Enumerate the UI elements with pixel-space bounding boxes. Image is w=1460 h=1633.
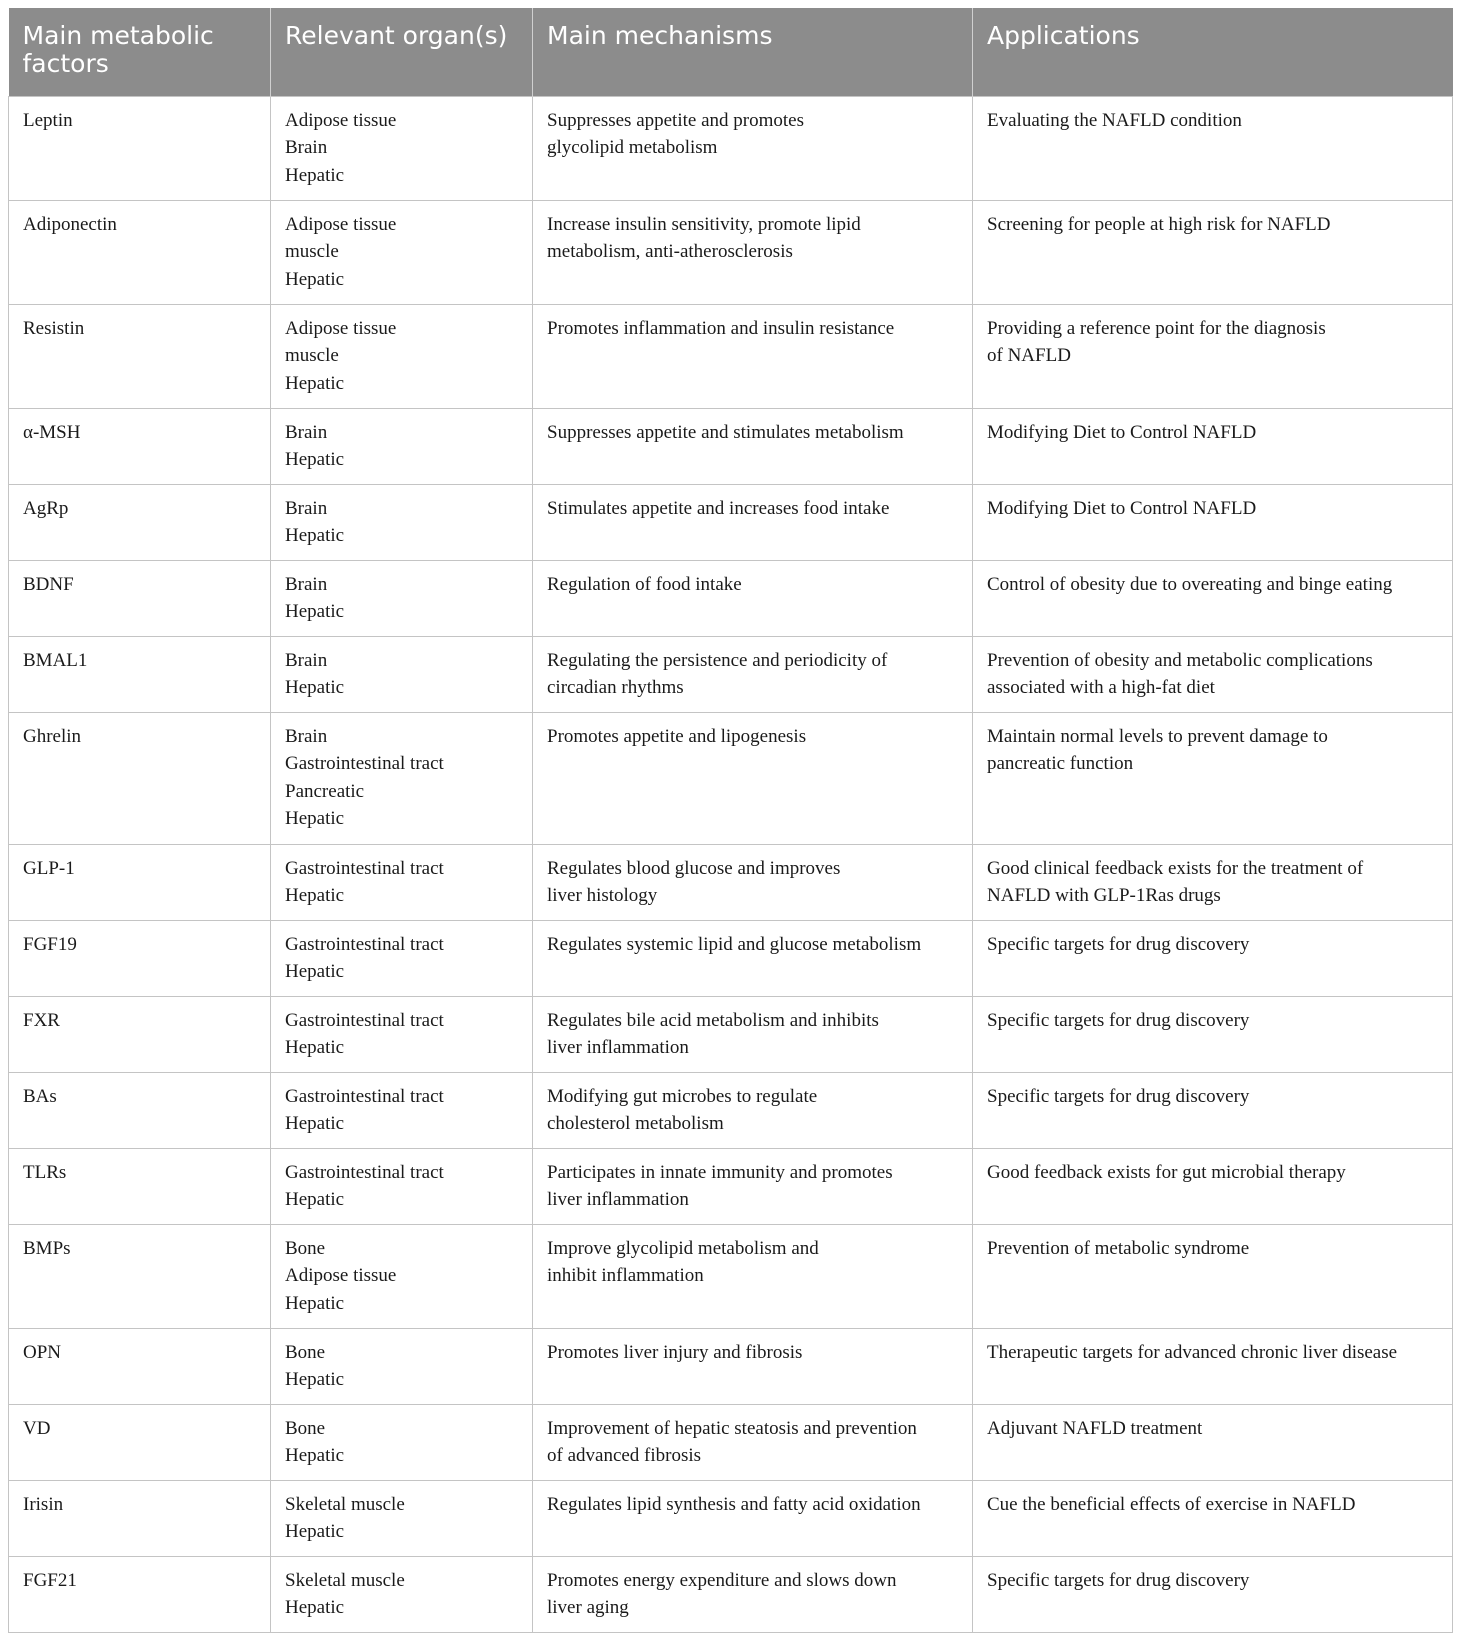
organs-cell [271,920,533,996]
organs-cell [271,844,533,920]
organs-cell [271,996,533,1072]
table-body [9,96,1453,1632]
application-cell [973,1224,1453,1328]
application-cell [973,1480,1453,1556]
mechanism-cell [533,304,973,408]
mechanism-cell-line: Suppresses appetite and stimulates metabolism [547,421,904,443]
header-row [9,8,1453,96]
factor-cell: BAs [9,1072,271,1148]
application-cell-line: Specific targets for drug discovery [987,1009,1250,1031]
table-row [9,1404,1453,1480]
mechanism-cell [533,920,973,996]
mechanism-cell-line: Regulates blood glucose and improves [547,857,841,879]
mechanism-cell-line: inhibit inflammation [547,1265,704,1286]
organs-cell [271,1556,533,1632]
factor-cell: Irisin [9,1480,271,1556]
organs-cell [271,560,533,636]
organs-cell-line: Gastrointestinal tract [285,1009,444,1031]
factor-cell: BDNF [9,560,271,636]
organs-cell [271,1480,533,1556]
organs-cell-line: Brain [285,573,328,595]
mechanism-cell [533,1148,973,1224]
organs-cell-line: Adipose tissue [285,1265,397,1286]
factor-cell: Resistin [9,304,271,408]
mechanism-cell-line: Modifying gut microbes to regulate [547,1085,818,1107]
factor-cell: AgRp [9,484,271,560]
table-row [9,1328,1453,1404]
organs-cell [271,712,533,844]
application-cell [973,1072,1453,1148]
organs-cell-line: Hepatic [285,449,345,470]
mechanism-cell-line: liver aging [547,1597,629,1618]
organs-cell [271,96,533,200]
mechanism-cell [533,996,973,1072]
mechanism-cell [533,560,973,636]
application-cell-line: Maintain normal levels to prevent damage to [987,725,1328,747]
organs-cell-line: Brain [285,725,328,747]
organs-cell [271,408,533,484]
mechanism-cell-line: of advanced fibrosis [547,1445,702,1466]
application-cell-line: Screening for people at high risk for NAFLD [987,213,1331,235]
mechanism-cell-line: Regulates bile acid metabolism and inhibits [547,1009,879,1031]
header-applications: Applications [973,8,1453,96]
factor-cell: BMAL1 [9,636,271,712]
application-cell [973,1328,1453,1404]
application-cell-line: Control of obesity due to overeating and binge eating [987,573,1393,595]
table-row [9,1556,1453,1632]
organs-cell-line: Hepatic [285,1037,345,1058]
table-row [9,1224,1453,1328]
organs-cell-line: Hepatic [285,1189,345,1210]
mechanism-cell [533,408,973,484]
organs-cell-line: muscle [285,241,339,262]
application-cell-line: pancreatic function [987,753,1134,774]
application-cell [973,1148,1453,1224]
factor-cell: OPN [9,1328,271,1404]
organs-cell [271,304,533,408]
organs-cell [271,200,533,304]
organs-cell-line: Skeletal muscle [285,1493,405,1515]
application-cell-line: Prevention of obesity and metabolic complications [987,649,1373,671]
application-cell-line: Providing a reference point for the diagnosis [987,317,1326,339]
table-row [9,920,1453,996]
application-cell-line: associated with a high-fat diet [987,677,1215,698]
application-cell-line: Specific targets for drug discovery [987,1569,1250,1591]
organs-cell [271,636,533,712]
organs-cell-line: Bone [285,1417,326,1439]
table-row [9,844,1453,920]
mechanism-cell [533,484,973,560]
organs-cell-line: Gastrointestinal tract [285,1161,444,1183]
factor-cell: TLRs [9,1148,271,1224]
mechanism-cell [533,1328,973,1404]
organs-cell-line: Gastrointestinal tract [285,933,444,955]
mechanism-cell [533,712,973,844]
application-cell-line: Modifying Diet to Control NAFLD [987,421,1257,443]
organs-cell-line: Gastrointestinal tract [285,857,444,879]
mechanism-cell-line: Suppresses appetite and promotes [547,109,804,131]
table-row [9,1148,1453,1224]
header-relevant-organs: Relevant organ(s) [271,8,533,96]
mechanism-cell [533,1224,973,1328]
application-cell [973,200,1453,304]
application-cell [973,408,1453,484]
organs-cell-line: Hepatic [285,372,345,394]
organs-cell-line: Hepatic [285,1113,345,1134]
application-cell-line: Cue the beneficial effects of exercise in NAFLD [987,1493,1356,1515]
header-main-mechanisms: Main mechanisms [533,8,973,96]
application-cell [973,712,1453,844]
mechanism-cell [533,200,973,304]
table-row [9,636,1453,712]
mechanism-cell [533,1556,973,1632]
organs-cell-line: Bone [285,1237,326,1259]
factor-cell: FGF19 [9,920,271,996]
mechanism-cell-line: Promotes appetite and lipogenesis [547,725,807,747]
application-cell [973,560,1453,636]
application-cell [973,996,1453,1072]
application-cell [973,96,1453,200]
mechanism-cell [533,844,973,920]
application-cell-line: Specific targets for drug discovery [987,933,1250,955]
factor-cell: Adiponectin [9,200,271,304]
organs-cell [271,1404,533,1480]
mechanism-cell-line: Promotes energy expenditure and slows down [547,1569,897,1591]
organs-cell-line: Hepatic [285,1597,345,1618]
table-row [9,200,1453,304]
mechanism-cell [533,1480,973,1556]
organs-cell [271,484,533,560]
organs-cell-line: Hepatic [285,1521,345,1542]
factor-cell: FGF21 [9,1556,271,1632]
mechanism-cell [533,1072,973,1148]
organs-cell-line: muscle [285,345,339,366]
mechanism-cell [533,636,973,712]
mechanism-cell-line: metabolism, anti-atherosclerosis [547,241,793,262]
organs-cell [271,1328,533,1404]
application-cell-line: Therapeutic targets for advanced chronic liver disease [987,1341,1398,1363]
table-row [9,484,1453,560]
mechanism-cell-line: Promotes inflammation and insulin resistance [547,317,895,339]
application-cell-line: Adjuvant NAFLD treatment [987,1417,1203,1439]
mechanism-cell-line: liver inflammation [547,1189,689,1210]
mechanism-cell-line: liver inflammation [547,1037,689,1058]
organs-cell-line: Hepatic [285,677,345,698]
organs-cell-line: Adipose tissue [285,213,397,235]
application-cell [973,920,1453,996]
organs-cell-line: Hepatic [285,164,345,186]
application-cell [973,1556,1453,1632]
organs-cell-line: Skeletal muscle [285,1569,405,1591]
table-row [9,96,1453,200]
mechanism-cell-line: Increase insulin sensitivity, promote lipid [547,213,861,235]
organs-cell [271,1072,533,1148]
organs-cell-line: Brain [285,137,328,158]
application-cell-line: of NAFLD [987,345,1071,366]
organs-cell-line: Hepatic [285,961,345,982]
header-main-metabolic-factors: Main metabolic factors [9,8,271,96]
mechanism-cell-line: Improvement of hepatic steatosis and prevention [547,1417,917,1439]
mechanism-cell-line: liver histology [547,885,658,906]
application-cell-line: Modifying Diet to Control NAFLD [987,497,1257,519]
table-row [9,560,1453,636]
organs-cell-line: Adipose tissue [285,317,397,339]
application-cell [973,484,1453,560]
organs-cell-line: Hepatic [285,525,345,546]
application-cell [973,304,1453,408]
factor-cell: GLP-1 [9,844,271,920]
factor-cell: α-MSH [9,408,271,484]
organs-cell-line: Brain [285,649,328,671]
mechanism-cell-line: circadian rhythms [547,677,684,698]
factor-cell: BMPs [9,1224,271,1328]
organs-cell-line: Hepatic [285,808,345,829]
mechanism-cell-line: cholesterol metabolism [547,1113,724,1134]
mechanism-cell [533,1404,973,1480]
organs-cell [271,1224,533,1328]
organs-cell [271,1148,533,1224]
organs-cell-line: Hepatic [285,1292,345,1314]
application-cell-line: NAFLD with GLP-1Ras drugs [987,885,1221,906]
organs-cell-line: Hepatic [285,885,345,906]
mechanism-cell-line: Stimulates appetite and increases food intake [547,497,890,519]
application-cell [973,636,1453,712]
table-row [9,1072,1453,1148]
table-row [9,408,1453,484]
organs-cell-line: Hepatic [285,601,345,622]
application-cell-line: Specific targets for drug discovery [987,1085,1250,1107]
factor-cell: VD [9,1404,271,1480]
application-cell-line: Good clinical feedback exists for the treatment of [987,857,1364,879]
application-cell-line: Prevention of metabolic syndrome [987,1237,1250,1259]
organs-cell-line: Brain [285,497,328,519]
mechanism-cell-line: Regulates lipid synthesis and fatty acid oxidation [547,1493,921,1515]
organs-cell-line: Hepatic [285,268,345,290]
application-cell [973,1404,1453,1480]
organs-cell-line: Hepatic [285,1369,345,1390]
metabolic-factors-table [8,8,1453,1633]
organs-cell-line: Brain [285,421,328,443]
organs-cell-line: Gastrointestinal tract [285,753,444,774]
application-cell-line: Good feedback exists for gut microbial therapy [987,1161,1346,1183]
mechanism-cell-line: Regulating the persistence and periodicity of [547,649,888,671]
organs-cell-line: Hepatic [285,1445,345,1466]
organs-cell-line: Gastrointestinal tract [285,1085,444,1107]
organs-cell-line: Pancreatic [285,780,365,802]
mechanism-cell-line: glycolipid metabolism [547,137,718,158]
mechanism-cell-line: Improve glycolipid metabolism and [547,1237,819,1259]
organs-cell-line: Bone [285,1341,326,1363]
mechanism-cell [533,96,973,200]
table-row [9,712,1453,844]
table-row [9,996,1453,1072]
factor-cell: Ghrelin [9,712,271,844]
factor-cell: FXR [9,996,271,1072]
mechanism-cell-line: Participates in innate immunity and promotes [547,1161,893,1183]
factor-cell: Leptin [9,96,271,200]
table-row [9,1480,1453,1556]
mechanism-cell-line: Promotes liver injury and fibrosis [547,1341,803,1363]
table-row [9,304,1453,408]
mechanism-cell-line: Regulation of food intake [547,573,742,595]
application-cell-line: Evaluating the NAFLD condition [987,109,1242,131]
application-cell [973,844,1453,920]
mechanism-cell-line: Regulates systemic lipid and glucose metabolism [547,933,922,955]
organs-cell-line: Adipose tissue [285,109,397,131]
